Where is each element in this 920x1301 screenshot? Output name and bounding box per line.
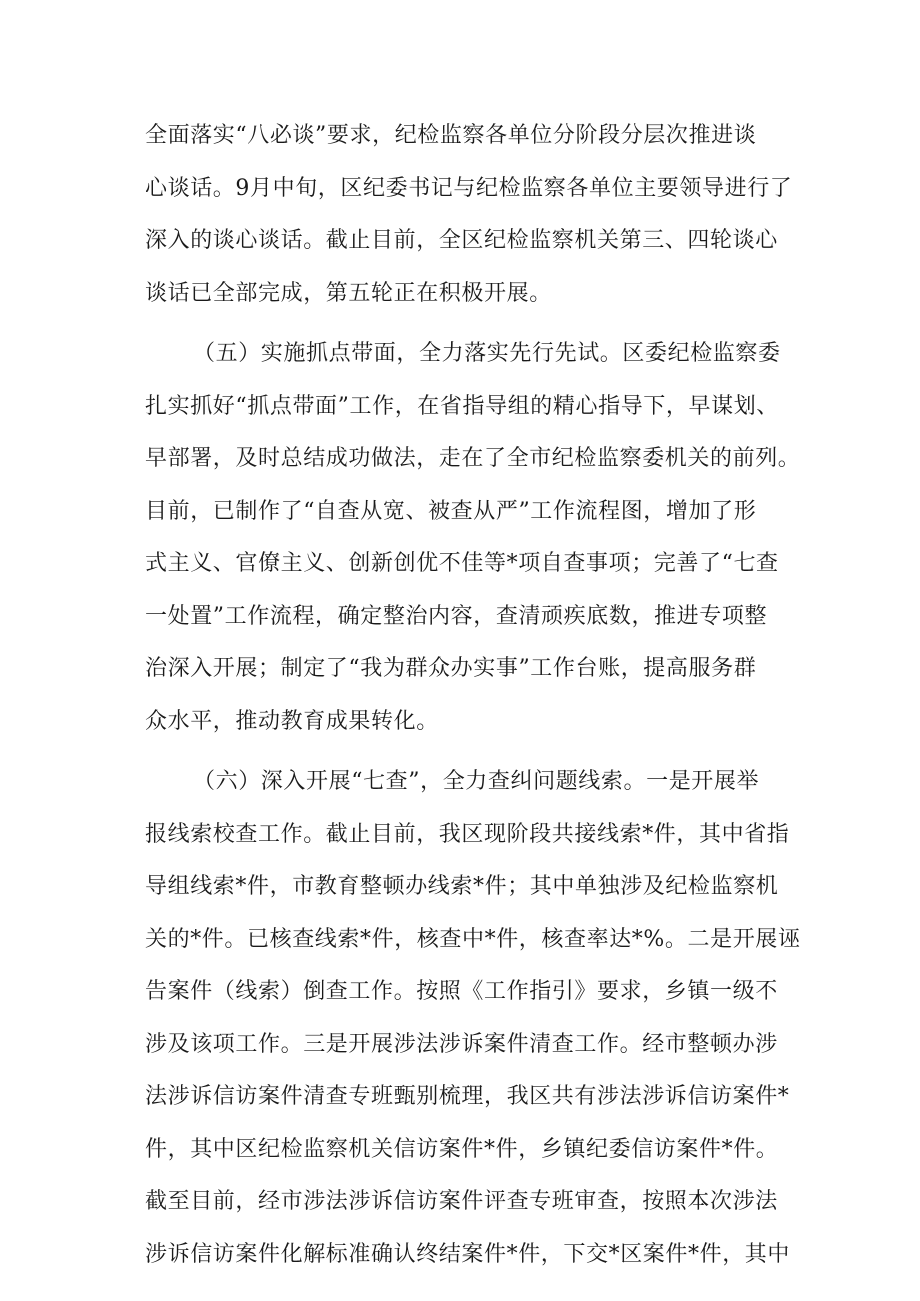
text-line-first: （六）深入开展“七查”，全力查纠问题线索。一是开展举 bbox=[193, 769, 760, 794]
text-line: 导组线索*件，市教育整顿办线索*件；其中单独涉及纪检监察机 bbox=[145, 874, 779, 899]
text-line: 心谈话。9月中旬，区纪委书记与纪检监察各单位主要领导进行了 bbox=[145, 175, 793, 201]
paragraph-gap bbox=[145, 748, 785, 756]
text-line: 涉及该项工作。三是开展涉法涉诉案件清查工作。经市整顿办涉 bbox=[145, 1031, 778, 1057]
text-line-first: （五）实施抓点带面，全力落实先行先试。区委纪检监察委 bbox=[193, 341, 781, 366]
text-line: 治深入开展；制定了“我为群众办实事”工作台账，提高服务群 bbox=[145, 656, 757, 681]
text-line: 涉诉信访案件化解标准确认终结案件*件，下交*区案件*件，其中 bbox=[145, 1241, 791, 1267]
text-line: 件，其中区纪检监察机关信访案件*件，乡镇纪委信访案件*件。 bbox=[145, 1136, 779, 1162]
paragraph-six bbox=[145, 756, 801, 1281]
text-line: 众水平，推动教育成果转化。 bbox=[145, 708, 439, 734]
text-line: 报线索校查工作。截止目前，我区现阶段共接线索*件，其中省指 bbox=[145, 821, 790, 847]
text-line: 早部署，及时总结成功做法，走在了全市纪检监察委机关的前列。 bbox=[145, 446, 801, 471]
text-line: 扎实抓好“抓点带面”工作，在省指导组的精心指导下，早谋划、 bbox=[145, 393, 779, 419]
document-body bbox=[145, 110, 801, 1281]
text-line: 式主义、官僚主义、创新创优不佳等*项自查事项；完善了“七查 bbox=[145, 551, 779, 576]
text-line: 关的*件。已核查线索*件，核查中*件，核查率达*%。二是开展诬 bbox=[145, 926, 801, 952]
text-line: 截至目前，经市涉法涉诉信访案件评查专班审查，按照本次涉法 bbox=[145, 1189, 778, 1214]
paragraph-gap bbox=[145, 320, 785, 328]
paragraph-continued bbox=[145, 110, 793, 320]
text-line: 法涉诉信访案件清查专班甄别梳理，我区共有涉法涉诉信访案件* bbox=[145, 1084, 790, 1109]
text-line: 深入的谈心谈话。截止目前，全区纪检监察机关第三、四轮谈心 bbox=[145, 228, 778, 253]
text-line: 目前，已制作了“自查从宽、被查从严”工作流程图，增加了形 bbox=[145, 498, 757, 524]
text-line: 谈话已全部完成，第五轮正在积极开展。 bbox=[145, 280, 552, 306]
text-line: 一处置”工作流程，确定整治内容，查清顽疾底数，推进专项整 bbox=[145, 603, 768, 629]
paragraph-five bbox=[145, 328, 801, 748]
text-line: 全面落实“八必谈”要求，纪检监察各单位分阶段分层次推进谈 bbox=[145, 123, 757, 148]
text-line: 告案件（线索）倒查工作。按照《工作指引》要求，乡镇一级不 bbox=[145, 979, 778, 1004]
